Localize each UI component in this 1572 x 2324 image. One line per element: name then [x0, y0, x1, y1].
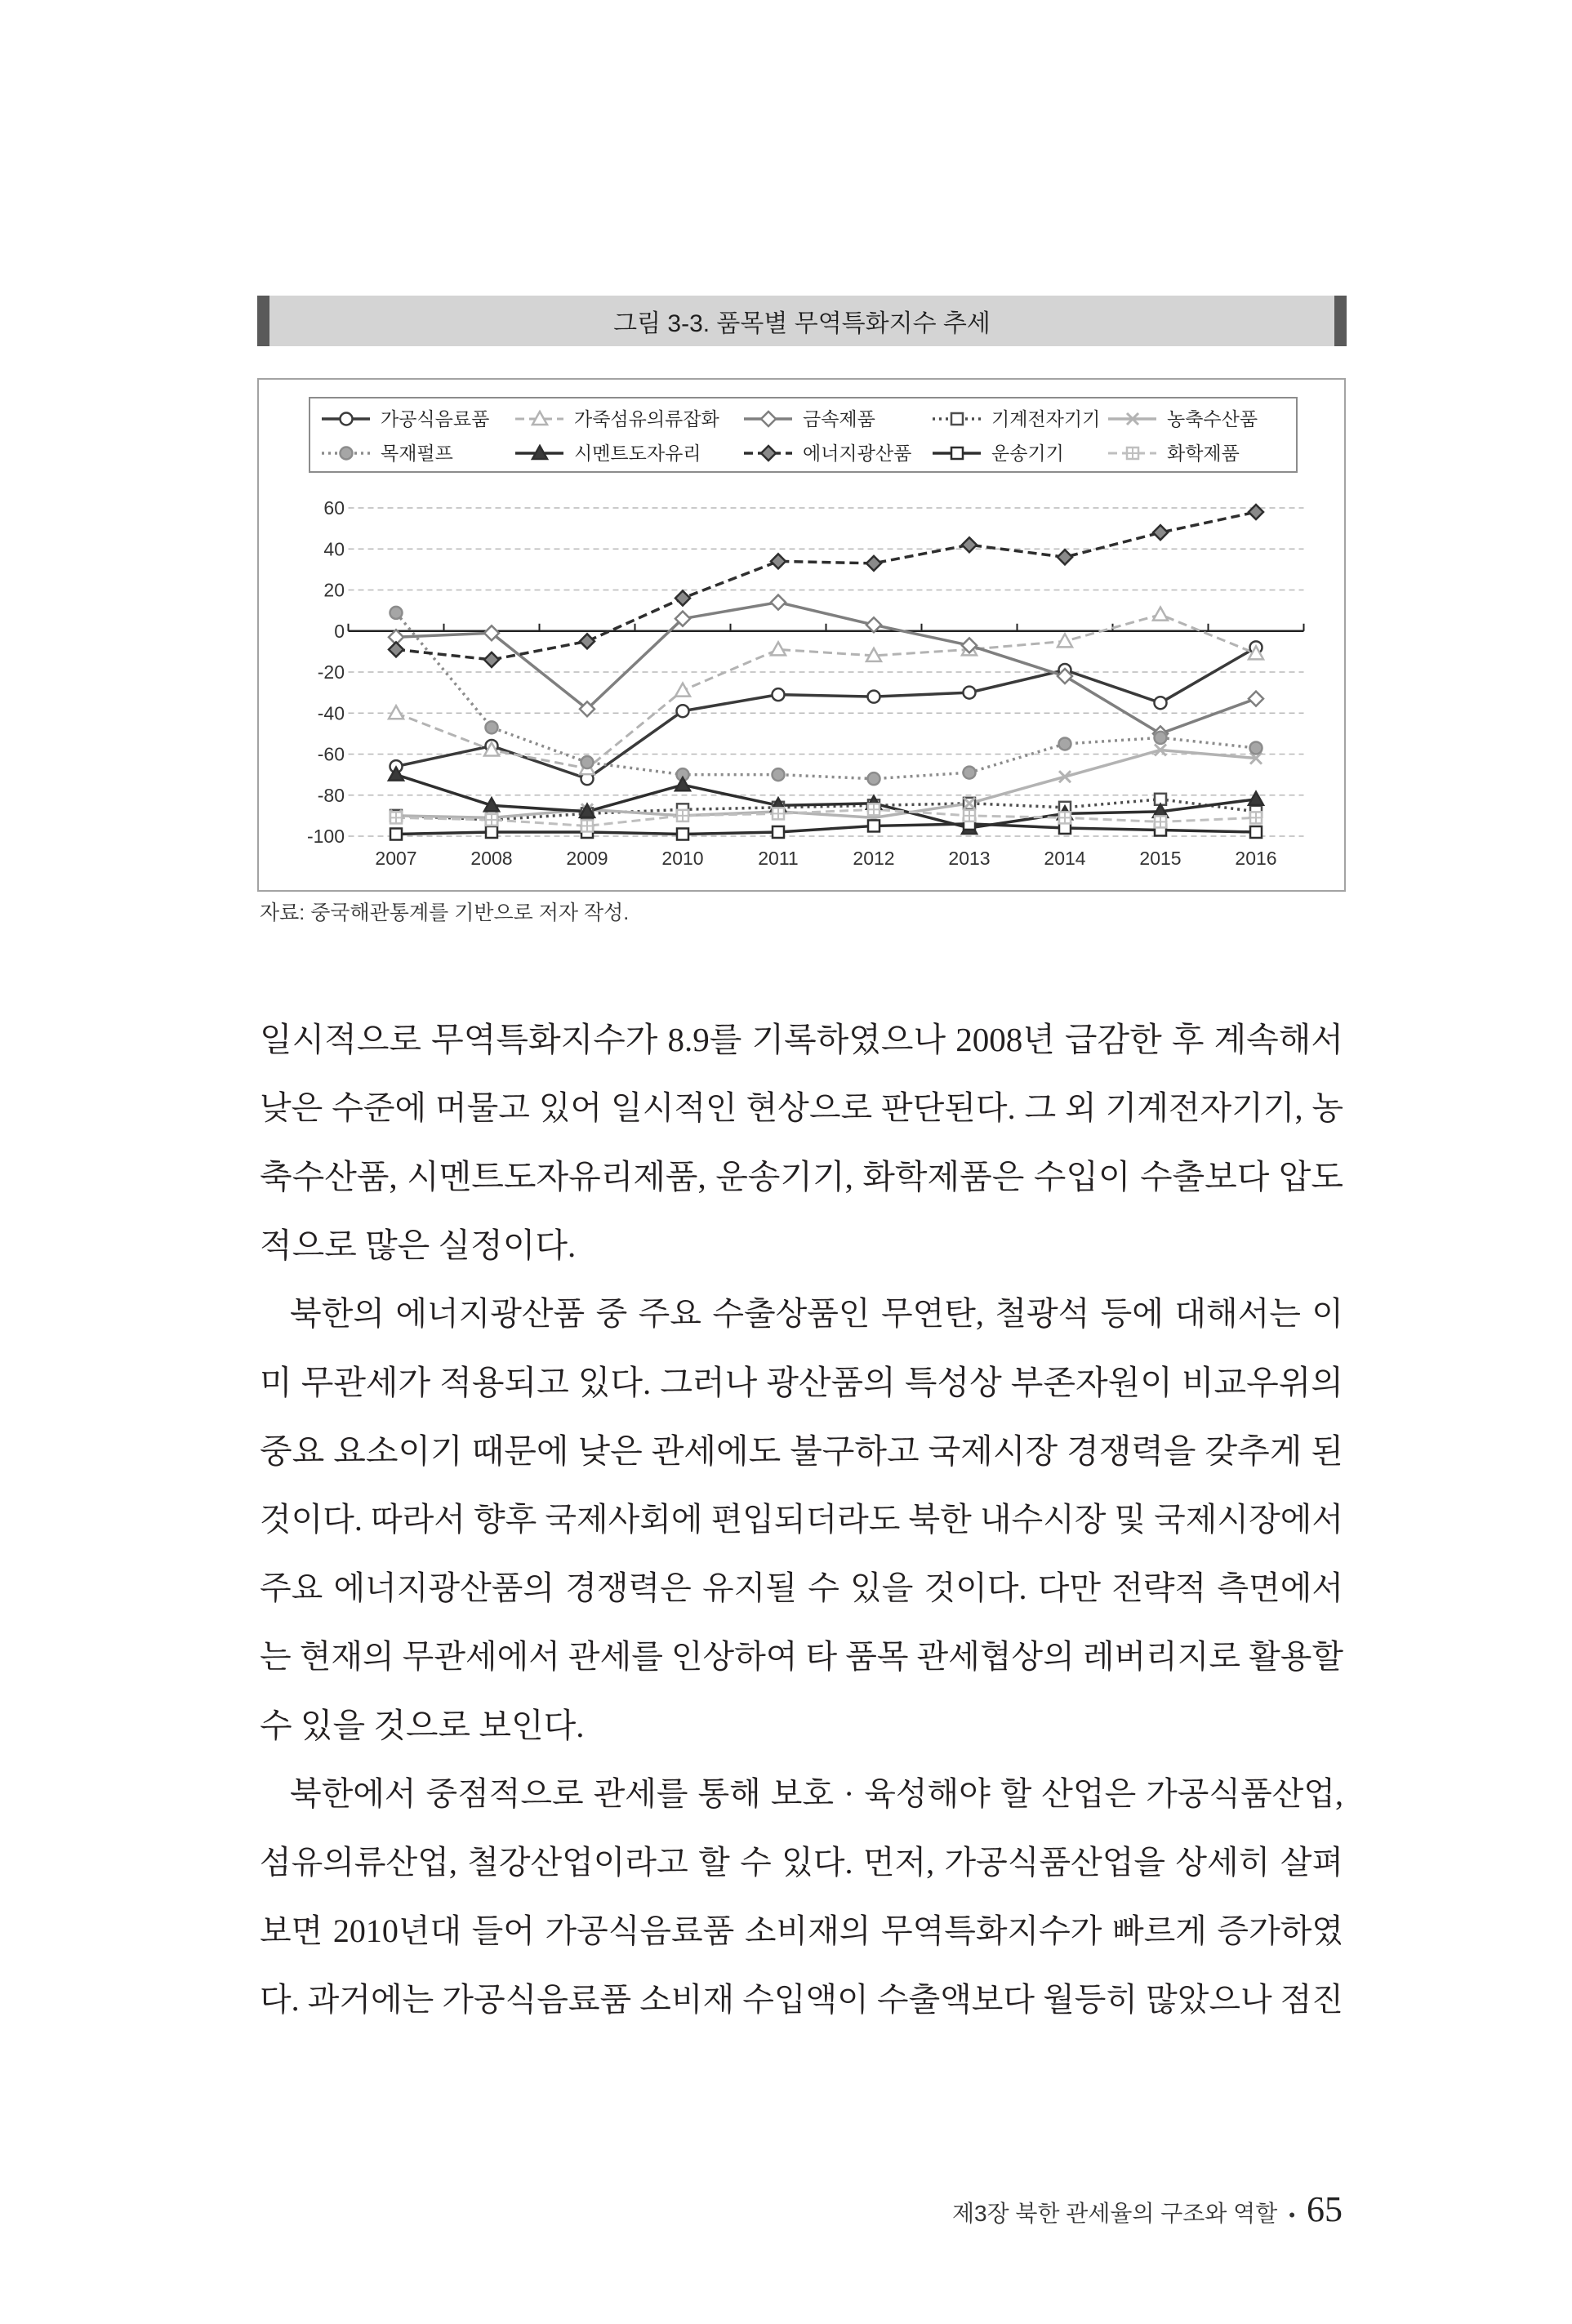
- paragraph: [260, 1760, 1343, 2034]
- marker-circle: [677, 705, 689, 717]
- x-tick-label: 2011: [758, 848, 799, 869]
- text-line: 보면 2010년대 들어 가공식음료품 소비재의 무역특화지수가 빠르게 증가하였: [260, 1912, 1343, 1949]
- text-line: 것이다. 따라서 향후 국제사회에 편입되더라도 북한 내수시장 및 국제시장에서: [260, 1501, 1343, 1538]
- data-point-s10-2013: [964, 810, 975, 821]
- x-tick-label: 2016: [1235, 848, 1277, 869]
- marker-circle: [868, 772, 880, 785]
- data-point-s1-2010: [677, 705, 689, 717]
- marker-circle: [341, 447, 353, 460]
- marker-circle: [868, 691, 880, 703]
- text-line: 축수산품, 시멘트도자유리제품, 운송기기, 화학제품은 수입이 수출보다 압도: [260, 1158, 1343, 1195]
- marker-square: [951, 413, 963, 425]
- data-point-s9-2008: [486, 826, 497, 838]
- data-point-s9-2007: [390, 828, 402, 839]
- marker-circle: [964, 767, 976, 779]
- legend-label: 운송기기: [991, 443, 1064, 464]
- x-tick-label: 2015: [1139, 848, 1182, 869]
- marker-circle: [773, 768, 785, 781]
- text-line: 주요 에너지광산품의 경쟁력은 유지될 수 있을 것이다. 다만 전략적 측면에서: [260, 1569, 1343, 1606]
- data-point-s10-2010: [677, 810, 688, 821]
- legend-label: 목재펄프: [381, 443, 453, 464]
- text-line: 섬유의류산업, 철강산업이라고 할 수 있다. 먼저, 가공식품산업을 상세히 살펴: [260, 1844, 1343, 1881]
- marker-circle: [1250, 741, 1262, 754]
- legend-marker: [341, 447, 353, 460]
- page-number: 65: [1307, 2189, 1343, 2229]
- data-point-s6-2015: [1155, 732, 1167, 744]
- y-tick-label: -40: [317, 702, 345, 724]
- marker-circle: [390, 607, 403, 619]
- y-tick-label: -60: [317, 743, 345, 765]
- data-point-s10-2011: [773, 808, 784, 819]
- legend-label: 화학제품: [1167, 443, 1240, 464]
- legend-marker: [951, 413, 963, 425]
- y-tick-label: 0: [334, 620, 345, 642]
- legend-label: 가죽섬유의류잡화: [574, 408, 719, 430]
- chart: [257, 378, 1346, 892]
- text-line: 중요 요소이기 때문에 낮은 관세에도 불구하고 국제시장 경쟁력을 갖추게 된: [260, 1432, 1343, 1470]
- data-point-s6-2011: [773, 768, 785, 781]
- data-point-s10-2014: [1059, 812, 1071, 823]
- data-point-s9-2016: [1250, 826, 1262, 838]
- data-point-s6-2009: [581, 756, 594, 768]
- x-tick-label: 2009: [566, 848, 608, 869]
- legend-label: 가공식음료품: [381, 408, 490, 430]
- data-point-s9-2011: [773, 826, 784, 838]
- text-line: 북한의 에너지광산품 중 주요 수출상품인 무연탄, 철광석 등에 대해서는 이: [290, 1295, 1343, 1332]
- data-point-s9-2012: [868, 820, 880, 831]
- figure-title-bar: [257, 296, 1347, 346]
- legend-label: 에너지광산품: [803, 443, 912, 464]
- text-line: 낮은 수준에 머물고 있어 일시적인 현상으로 판단된다. 그 외 기계전자기기, 농: [260, 1089, 1343, 1126]
- y-tick-label: -20: [317, 661, 345, 683]
- data-point-s10-2008: [486, 814, 497, 826]
- marker-square: [486, 826, 497, 838]
- legend-marker: [341, 413, 353, 425]
- marker-square: [773, 826, 784, 838]
- text-line: 적으로 많은 실정이다.: [260, 1227, 577, 1264]
- legend-marker: [1127, 447, 1138, 459]
- data-point-s10-2015: [1155, 816, 1166, 827]
- x-tick-label: 2014: [1044, 848, 1086, 869]
- text-line: 미 무관세가 적용되고 있다. 그러나 광산품의 특성상 부존자원이 비교우위의: [260, 1364, 1343, 1401]
- y-tick-label: 60: [323, 497, 345, 519]
- data-point-s1-2012: [868, 691, 880, 703]
- marker-square: [390, 828, 402, 839]
- legend-marker: [951, 447, 963, 459]
- y-tick-label: 20: [323, 579, 345, 601]
- text-line: 수 있을 것으로 보인다.: [260, 1707, 585, 1744]
- chapter-title: 제3장 북한 관세율의 구조와 역할: [951, 2201, 1278, 2226]
- data-point-s10-2009: [581, 820, 593, 831]
- legend-label: 금속제품: [803, 408, 875, 430]
- figure-title: 그림 3-3. 품목별 무역특화지수 추세: [613, 310, 991, 337]
- data-point-s10-2016: [1250, 812, 1262, 823]
- data-point-s6-2016: [1250, 741, 1262, 754]
- data-point-s1-2013: [964, 687, 976, 699]
- data-point-s6-2008: [486, 721, 498, 733]
- running-footer: [952, 2188, 1343, 2231]
- paragraph: [260, 1005, 1343, 1280]
- text-line: 다. 과거에는 가공식음료품 소비재 수입액이 수출액보다 월등히 많았으나 점진: [260, 1981, 1343, 2018]
- marker-circle: [1155, 732, 1167, 744]
- data-point-s1-2015: [1155, 697, 1167, 709]
- data-point-s10-2012: [868, 804, 880, 815]
- text-line: 북한에서 중점적으로 관세를 통해 보호 · 육성해야 할 산업은 가공식품산업,: [290, 1775, 1343, 1812]
- data-point-s1-2011: [773, 688, 785, 701]
- y-tick-label: -100: [306, 826, 345, 847]
- marker-square: [677, 828, 688, 839]
- legend-item-8: [744, 443, 911, 464]
- data-point-s6-2007: [390, 607, 403, 619]
- marker-square: [951, 447, 963, 459]
- x-tick-label: 2007: [375, 848, 417, 869]
- data-point-s9-2010: [677, 828, 688, 839]
- data-point-s10-2007: [390, 812, 402, 823]
- marker-circle: [773, 688, 785, 701]
- x-tick-label: 2010: [661, 848, 704, 869]
- legend-label: 시멘트도자유리: [574, 443, 701, 464]
- x-tick-label: 2013: [948, 848, 991, 869]
- data-point-s6-2013: [964, 767, 976, 779]
- marker-square: [1250, 826, 1262, 838]
- marker-square: [868, 820, 880, 831]
- paragraph: [260, 1280, 1343, 1760]
- marker-circle: [1155, 697, 1167, 709]
- marker-circle: [1059, 737, 1071, 750]
- marker-circle: [581, 756, 594, 768]
- y-tick-label: 40: [323, 538, 345, 560]
- line-chart-svg: [257, 378, 1346, 892]
- x-tick-label: 2008: [470, 848, 513, 869]
- legend-label: 기계전자기기: [991, 408, 1101, 430]
- bullet-separator: •: [1289, 2205, 1295, 2225]
- y-tick-label: -80: [317, 784, 345, 806]
- legend-label: 농축수산품: [1167, 408, 1258, 430]
- marker-circle: [486, 721, 498, 733]
- data-point-s6-2012: [868, 772, 880, 785]
- body-text: [260, 1005, 1343, 2034]
- figure-source-note: 자료: 중국해관통계를 기반으로 저자 작성.: [260, 902, 630, 924]
- x-tick-label: 2012: [853, 848, 895, 869]
- marker-circle: [964, 687, 976, 699]
- text-line: 일시적으로 무역특화지수가 8.9를 기록하였으나 2008년 급감한 후 계속해서: [260, 1021, 1343, 1058]
- text-line: 는 현재의 무관세에서 관세를 인상하여 타 품목 관세협상의 레버리지로 활용할: [260, 1638, 1343, 1675]
- data-point-s6-2014: [1059, 737, 1071, 750]
- marker-circle: [341, 413, 353, 425]
